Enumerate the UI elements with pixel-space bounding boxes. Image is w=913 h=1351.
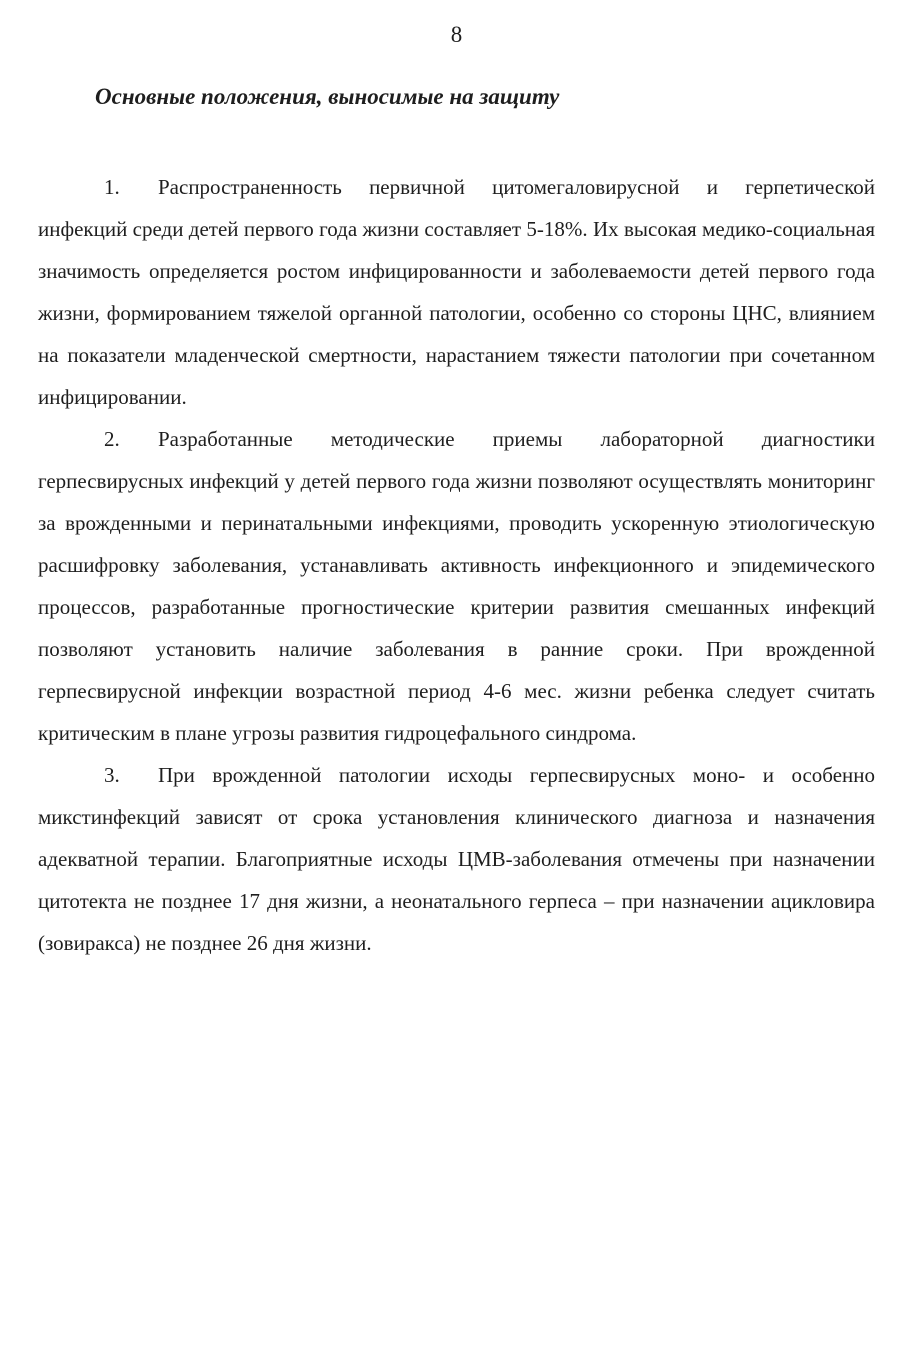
section-heading: Основные положения, выносимые на защиту bbox=[95, 84, 560, 109]
paragraph-number: 1. bbox=[104, 175, 120, 199]
paragraph-number: 2. bbox=[104, 427, 120, 451]
paragraph-text: Распространенность первичной цитомегаловирусной и герпетической инфекций среди детей первого года жизни составляет 5-18%. Их высокая медико-социальная значимость определяется ростом инфицированности и заболеваемости детей первого года жизни, формированием тяжелой органной патологии, особенно со стороны ЦНС, влиянием на показатели младенческой смертности, нарастанием тяжести патологии при сочетанном инфицировании. bbox=[38, 175, 875, 409]
paragraph-2 bbox=[38, 418, 875, 754]
page-number: 8 bbox=[450, 22, 463, 47]
paragraph-3 bbox=[38, 754, 875, 964]
body-text bbox=[38, 166, 875, 964]
paragraph-text: При врожденной патологии исходы герпесвирусных моно- и особенно микстинфекций зависят от срока установления клинического диагноза и назначения адекватной терапии. Благоприятные исходы ЦМВ-заболевания отмечены при назначении цитотекта не позднее 17 дня жизни, а неонатального герпеса – при назначении ацикловира (зовиракса) не позднее 26 дня жизни. bbox=[38, 763, 875, 955]
paragraph-1 bbox=[38, 166, 875, 418]
paragraph-text: Разработанные методические приемы лабораторной диагностики герпесвирусных инфекций у детей первого года жизни позволяют осуществлять мониторинг за врожденными и перинатальными инфекциями, проводить ускоренную этиологическую расшифровку заболевания, устанавливать активность инфекционного и эпидемического процессов, разработанные прогностические критерии развития смешанных инфекций позволяют установить наличие заболевания в ранние сроки. При врожденной герпесвирусной инфекции возрастной период 4-6 мес. жизни ребенка следует считать критическим в плане угрозы развития гидроцефального синдрома. bbox=[38, 427, 875, 745]
paragraph-number: 3. bbox=[104, 763, 120, 787]
